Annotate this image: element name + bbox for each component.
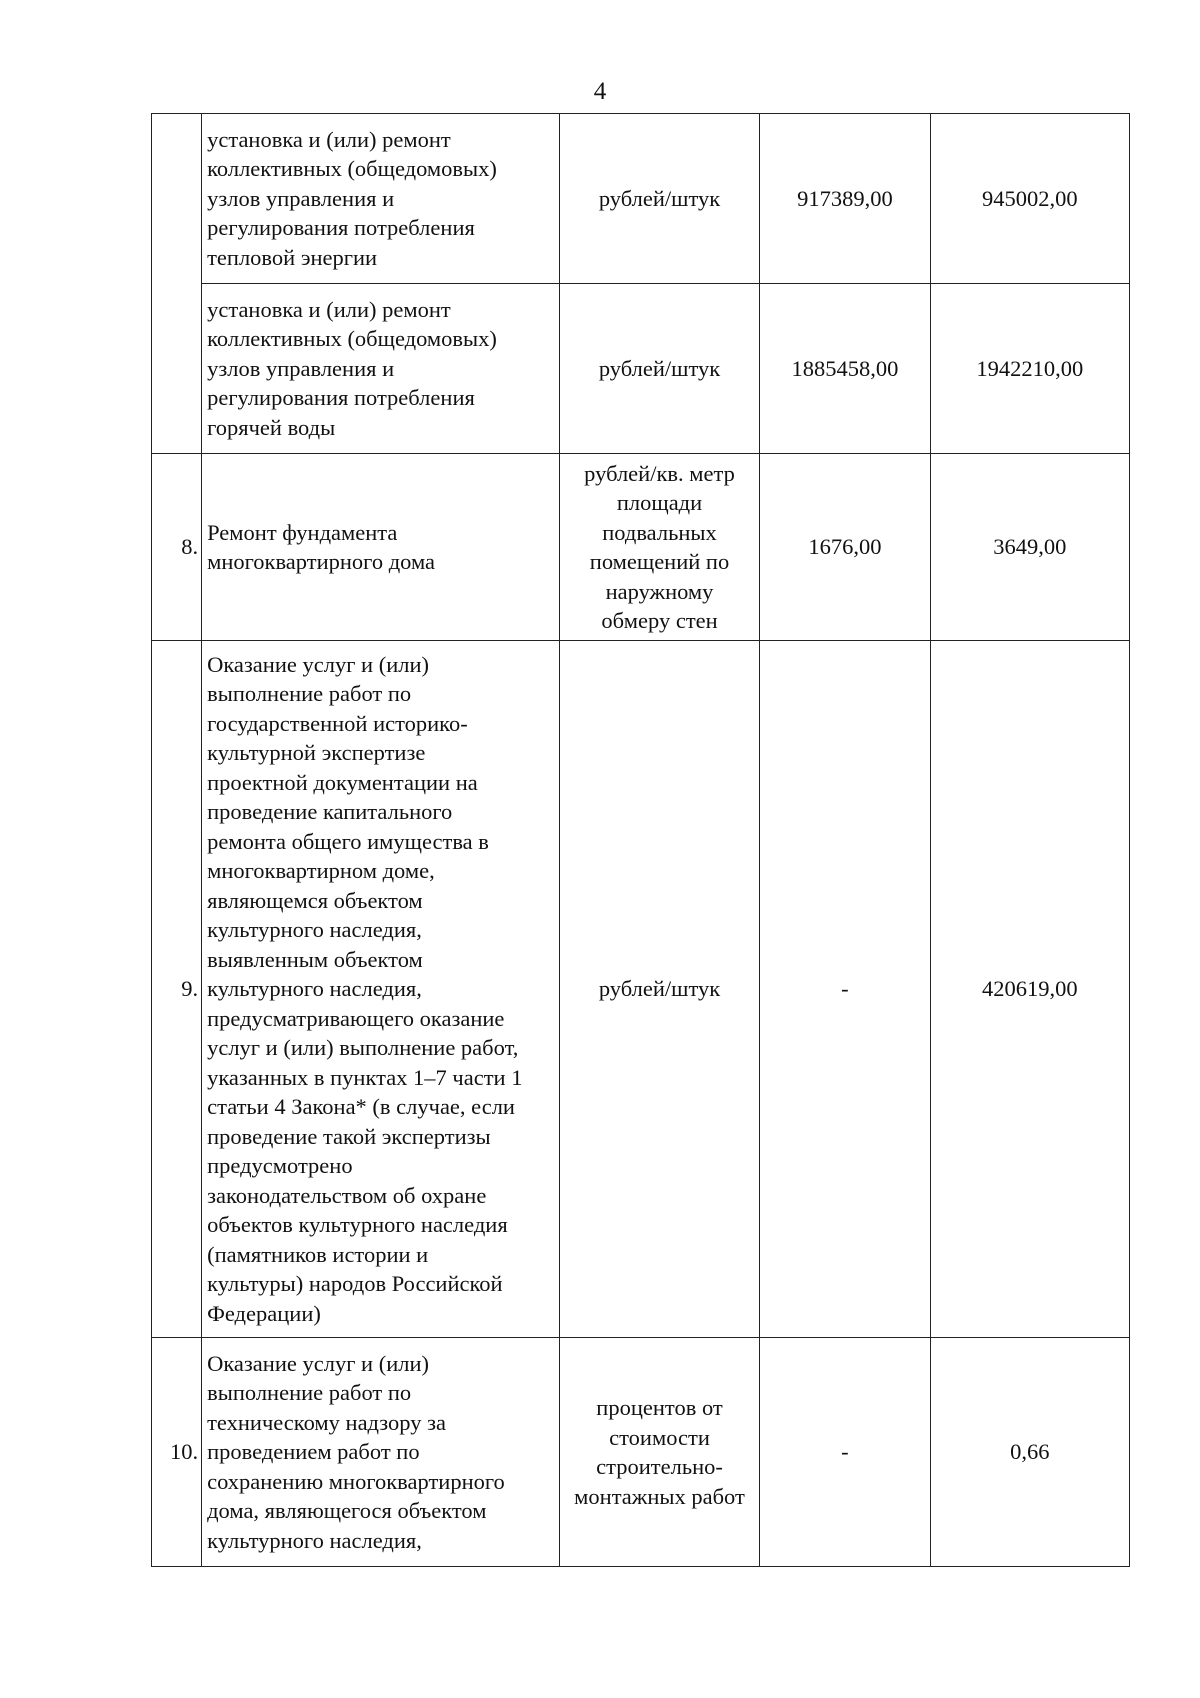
rates-table	[151, 113, 1130, 1567]
work-description: Оказание услуг и (или) выполнение работ по государственной историко- культурной экспертизе проектной документации на проведение капитального ремонта общего имущества в многоквартирном доме, являющемся объектом культурного наследия, выявленным объектом культурного наследия, предусматривающего оказание услуг и (или) выполнение работ, указанных в пунктах 1–7 части 1 статьи 4 Закона* (в случае, если проведение такой экспертизы предусмотрено законодательством об охране объектов культурного наследия (памятников истории и культуры) народов Российской Федерации)	[202, 641, 560, 1338]
table-row	[152, 1338, 1130, 1567]
value-column-1: 1885458,00	[760, 284, 930, 454]
unit-of-measure: рублей/кв. метр площади подвальных помещений по наружному обмеру стен	[559, 454, 759, 641]
unit-of-measure: рублей/штук	[559, 641, 759, 1338]
value-column-1: 917389,00	[760, 114, 930, 284]
value-column-2: 420619,00	[930, 641, 1129, 1338]
table-row	[152, 284, 1130, 454]
work-description: Оказание услуг и (или) выполнение работ по техническому надзору за проведением работ по сохранению многоквартирного дома, являющегося объектом культурного наследия,	[202, 1338, 560, 1567]
value-column-2: 945002,00	[930, 114, 1129, 284]
row-number: 9.	[152, 641, 202, 1338]
value-column-2: 0,66	[930, 1338, 1129, 1567]
value-column-1: -	[760, 1338, 930, 1567]
row-number	[152, 114, 202, 284]
table-row	[152, 114, 1130, 284]
value-column-1: -	[760, 641, 930, 1338]
row-number: 8.	[152, 454, 202, 641]
page-number: 4	[593, 78, 607, 105]
work-description: Ремонт фундамента многоквартирного дома	[202, 454, 560, 641]
unit-of-measure: рублей/штук	[559, 284, 759, 454]
row-number: 10.	[152, 1338, 202, 1567]
row-number	[152, 284, 202, 454]
value-column-2: 1942210,00	[930, 284, 1129, 454]
value-column-2: 3649,00	[930, 454, 1129, 641]
unit-of-measure: рублей/штук	[559, 114, 759, 284]
work-description: установка и (или) ремонт коллективных (общедомовых) узлов управления и регулирования потребления горячей воды	[202, 284, 560, 454]
table-row	[152, 641, 1130, 1338]
value-column-1: 1676,00	[760, 454, 930, 641]
unit-of-measure: процентов от стоимости строительно- монтажных работ	[559, 1338, 759, 1567]
work-description: установка и (или) ремонт коллективных (общедомовых) узлов управления и регулирования потребления тепловой энергии	[202, 114, 560, 284]
table-row	[152, 454, 1130, 641]
